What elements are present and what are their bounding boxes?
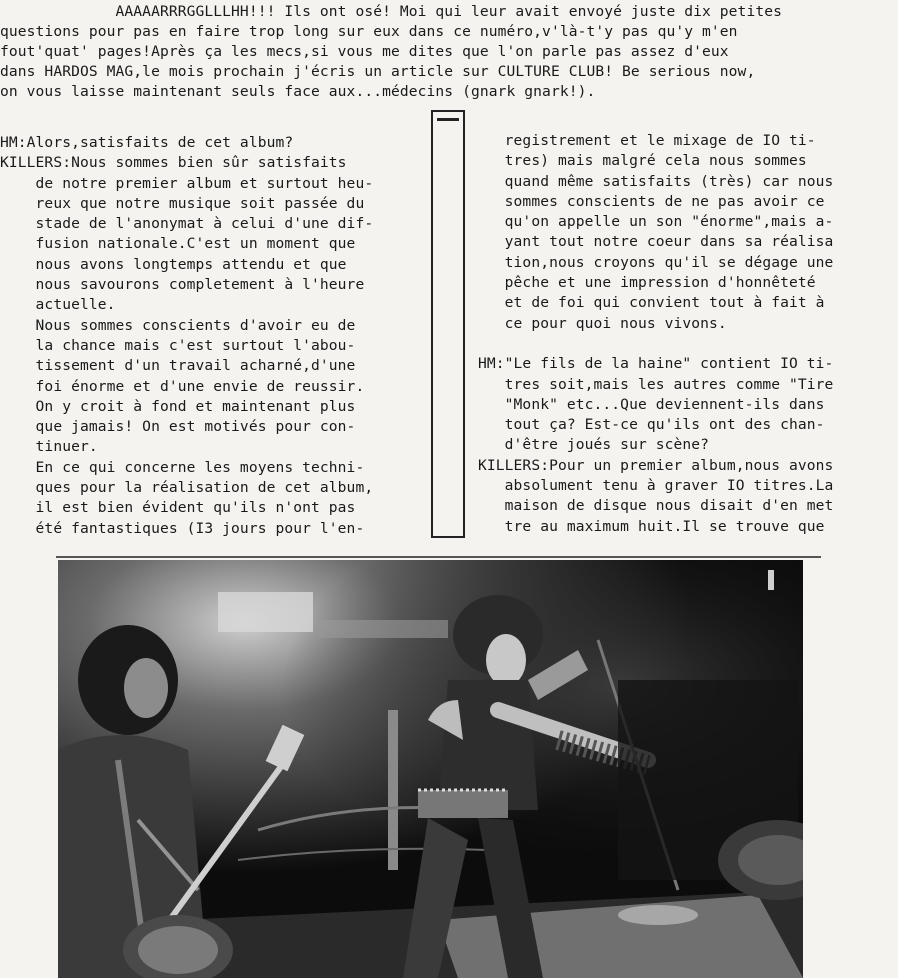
text-line: HM:Alors,satisfaits de cet album? (0, 134, 294, 151)
text-line: de notre premier album et surtout heu- (0, 174, 374, 192)
text-line: "Monk" etc...Que deviennent-ils dans (478, 395, 825, 413)
text-line: et de foi qui convient tout à fait à (478, 294, 825, 312)
text-line: pêche et une impression d'honnêteté (478, 274, 816, 292)
column-divider-box (431, 110, 465, 538)
text-line: nous avons longtemps attendu et que (0, 255, 347, 273)
text-line: d'être joués sur scène? (478, 436, 710, 454)
text-line: Nous sommes conscients d'avoir eu de (0, 316, 356, 334)
text-line: été fantastiques (I3 jours pour l'en- (0, 519, 365, 537)
text-line: On y croit à fond et maintenant plus (0, 397, 356, 415)
text-line: actuelle. (0, 296, 116, 314)
intro-line: on vous laisse maintenant seuls face aux...médecins (gnark gnark!). (0, 83, 596, 100)
text-line: registrement et le mixage de IO ti- (478, 132, 816, 149)
text-line: foi énorme et d'une envie de reussir. (0, 377, 365, 395)
text-line: sommes conscients de ne pas avoir ce (478, 192, 825, 210)
interview-right-column (478, 131, 898, 537)
text-line: nous savourons completement à l'heure (0, 276, 365, 294)
text-line: KILLERS:Pour un premier album,nous avons (478, 456, 834, 474)
text-line (478, 334, 898, 354)
interview-left-column (0, 133, 430, 539)
intro-line: questions pour pas en faire trop long sur eux dans ce numéro,v'là-t'y pas qu'y m'en (0, 23, 738, 40)
intro-line: AAAAARRRGGLLLHH!!! Ils ont osé! Moi qui leur avait envoyé juste dix petites (0, 3, 782, 20)
concert-photo-illustration (58, 560, 803, 978)
text-line: stade de l'anonymat à celui d'une dif- (0, 215, 374, 233)
text-line: tissement d'un travail acharné,d'une (0, 357, 356, 375)
text-line: quand même satisfaits (très) car nous (478, 172, 834, 190)
text-line: absolument tenu à graver IO titres.La (478, 477, 834, 495)
stage-light-shape (218, 592, 313, 632)
text-line: tinuer. (0, 438, 98, 456)
text-line: fusion nationale.C'est un moment que (0, 235, 356, 253)
text-line: En ce qui concerne les moyens techni- (0, 458, 365, 476)
text-line: tres) mais malgré cela nous sommes (478, 152, 807, 170)
text-line: que jamais! On est motivés pour con- (0, 418, 356, 436)
text-line: maison de disque nous disait d'en met (478, 497, 834, 515)
text-line: qu'on appelle un son "énorme",mais a- (478, 213, 834, 231)
text-line: KILLERS:Nous sommes bien sûr satisfaits (0, 154, 347, 172)
intro-paragraph (0, 2, 898, 102)
text-line: tout ça? Est-ce qu'ils ont des chan- (478, 416, 825, 434)
text-line: il est bien évident qu'ils n'ont pas (0, 499, 356, 517)
intro-line: fout'quat' pages!Après ça les mecs,si vous me dites que l'on parle pas assez d'eux (0, 43, 729, 60)
divider-cap (437, 118, 459, 121)
text-line: la chance mais c'est surtout l'abou- (0, 336, 356, 354)
text-line: tion,nous croyons qu'il se dégage une (478, 253, 834, 271)
text-line: reux que notre musique soit passée du (0, 194, 365, 212)
text-line: HM:"Le fils de la haine" contient IO ti- (478, 355, 834, 373)
section-rule (56, 556, 821, 558)
text-line: yant tout notre coeur dans sa réalisa (478, 233, 834, 251)
text-line: tres soit,mais les autres comme "Tire (478, 375, 834, 393)
concert-photo (58, 560, 803, 978)
intro-line: dans HARDOS MAG,le mois prochain j'écris un article sur CULTURE CLUB! Be serious now, (0, 63, 756, 80)
text-line: tre au maximum huit.Il se trouve que (478, 517, 825, 535)
text-line: ques pour la réalisation de cet album, (0, 479, 374, 497)
text-line: ce pour quoi nous vivons. (478, 314, 727, 332)
